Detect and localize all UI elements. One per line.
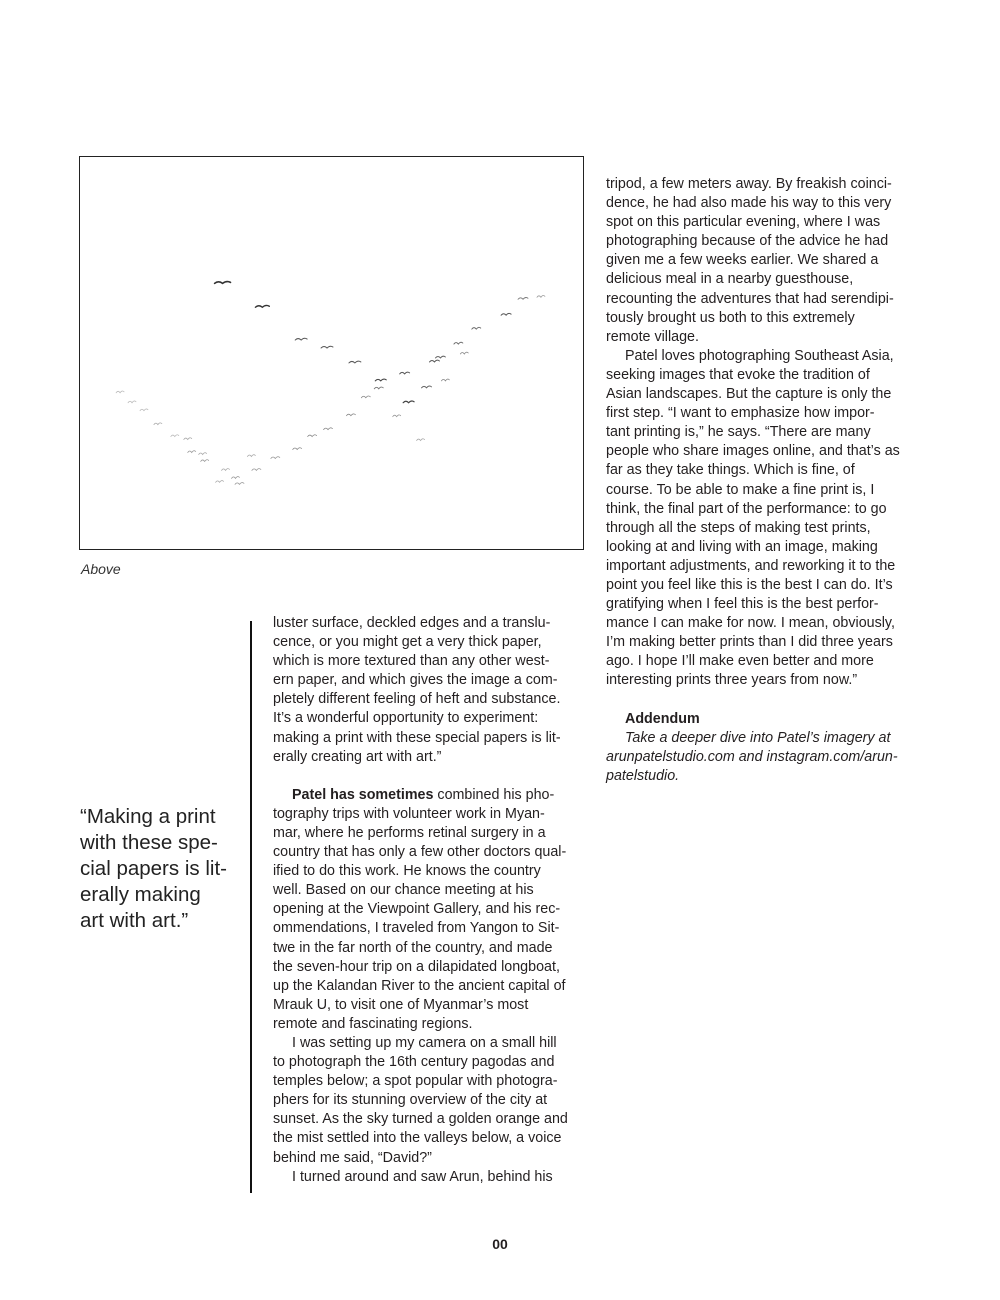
text-line: course. To be able to make a fine print is, I — [606, 481, 875, 498]
text-line: luster surface, deckled edges and a translu- — [273, 615, 551, 631]
text-line: It’s a wonderful opportunity to experiment: — [273, 710, 539, 727]
bird-silhouette — [417, 439, 425, 441]
text-line: photographing because of the advice he had — [606, 233, 889, 250]
text-line: remote village. — [606, 328, 699, 345]
text-line: looking at and living with an image, making — [606, 538, 878, 555]
bird-silhouette — [501, 313, 511, 315]
text-line: Mrauk U, to visit one of Myanmar’s most — [273, 996, 529, 1013]
bird-silhouette — [295, 338, 307, 340]
text-line: I’m making better prints than I did three years — [606, 634, 893, 651]
birds-in-flight-illustration — [80, 157, 583, 549]
bird-silhouette — [400, 372, 410, 374]
text-line: the seven-hour trip on a dilapidated longboat, — [273, 958, 560, 975]
bird-silhouette — [346, 414, 355, 416]
text-line: opening at the Viewpoint Gallery, and his rec- — [273, 901, 561, 918]
bird-silhouette — [232, 477, 240, 479]
text-line: seeking images that evoke the tradition of — [606, 366, 870, 383]
paragraph — [273, 614, 593, 767]
text-line: tously brought us both to this extremely — [606, 309, 855, 326]
bird-silhouette — [188, 451, 196, 453]
bird-silhouette — [321, 346, 333, 348]
text-line: up the Kalandan River to the ancient capital of — [273, 977, 566, 994]
text-line: ommendations, I traveled from Yangon to Sit- — [273, 920, 560, 937]
photo-caption: Above — [81, 561, 121, 577]
text-line: point you feel like this is the best I can do. It’s — [606, 576, 893, 593]
bird-silhouette — [403, 401, 414, 403]
text-line: through all the steps of making test prints, — [606, 519, 871, 536]
text-line: think, the final part of the performance: to go — [606, 500, 887, 517]
pull-quote-line: cial papers is lit- — [80, 857, 227, 880]
text-line: I turned around and saw Arun, behind his — [292, 1168, 553, 1185]
bird-silhouette — [255, 305, 269, 307]
text-line: cence, or you might get a very thick paper, — [273, 634, 542, 651]
bird-silhouette — [308, 435, 317, 437]
text-line: country that has only a few other doctors qual- — [273, 844, 567, 861]
text-line: tography trips with volunteer work in Myan- — [273, 805, 545, 822]
bird-silhouette — [374, 387, 383, 389]
text-line: to photograph the 16th century pagodas and — [273, 1054, 555, 1071]
text-line: ified to do this work. He knows the country — [273, 863, 541, 880]
paragraph — [273, 786, 593, 1034]
bird-silhouette — [293, 448, 302, 450]
text-line: sunset. As the sky turned a golden orange and — [273, 1111, 568, 1128]
bird-silhouette — [430, 360, 440, 362]
bird-silhouette — [154, 423, 162, 425]
bird-silhouette — [199, 453, 207, 455]
text-line: remote and fascinating regions. — [273, 1015, 473, 1032]
bird-silhouette — [537, 295, 545, 297]
text-line: far as they take things. Which is fine, of — [606, 462, 855, 479]
text-line: which is more textured than any other west- — [273, 653, 550, 670]
pull-quote-line: with these spe- — [80, 831, 218, 854]
text-line: delicious meal in a nearby guesthouse, — [606, 271, 854, 288]
bird-silhouette — [128, 401, 136, 403]
bird-silhouette — [460, 352, 468, 354]
pull-quote-line: erally making — [80, 883, 201, 906]
bird-silhouette — [222, 469, 230, 471]
bird-silhouette — [116, 391, 124, 393]
bird-silhouette — [454, 342, 463, 344]
pull-quote-line: art with art.” — [80, 909, 189, 932]
pull-quote — [80, 804, 240, 934]
addendum-heading: Addendum — [625, 710, 700, 727]
article-column-right — [606, 175, 926, 786]
bird-silhouette — [140, 409, 148, 411]
text-line: tripod, a few meters away. By freakish coinci- — [606, 176, 892, 192]
text-line: given me a few weeks earlier. We shared a — [606, 252, 879, 269]
bird-silhouette — [422, 386, 432, 388]
addendum-line: Take a deeper dive into Patel’s imagery at — [625, 729, 891, 746]
text-line: first step. “I want to emphasize how impor- — [606, 405, 875, 422]
bird-silhouette — [171, 435, 179, 437]
paragraph — [273, 1034, 593, 1168]
text-line: Patel loves photographing Southeast Asia, — [625, 347, 894, 364]
text-line: well. Based on our chance meeting at his — [273, 882, 534, 899]
text-line: ern paper, and which gives the image a com- — [273, 672, 558, 689]
text-line — [273, 786, 593, 805]
text-line: interesting prints three years from now.” — [606, 672, 858, 689]
bird-silhouette — [235, 483, 244, 485]
text-line: pletely different feeling of heft and substance. — [273, 691, 561, 708]
text-line: gratifying when I feel this is the best perfor- — [606, 596, 879, 613]
bird-silhouette — [518, 297, 528, 299]
text-line: recounting the adventures that had serendipi- — [606, 290, 894, 307]
addendum-line: patelstudio. — [606, 767, 680, 784]
addendum-line: arunpatelstudio.com and instagram.com/arun- — [606, 748, 898, 765]
bird-silhouette — [472, 327, 481, 329]
text-line: phers for its stunning overview of the city at — [273, 1092, 548, 1109]
bird-silhouette — [324, 428, 333, 430]
bird-silhouette — [247, 455, 255, 457]
text-line: making a print with these special papers is lit- — [273, 729, 561, 746]
bird-silhouette — [271, 457, 280, 459]
text-line: erally creating art with art.” — [273, 748, 442, 765]
text-line: temples below; a spot popular with photogra- — [273, 1073, 558, 1090]
text-line: ago. I hope I’ll make even better and more — [606, 653, 874, 670]
addendum — [606, 710, 926, 786]
text-line: Asian landscapes. But the capture is only the — [606, 386, 892, 403]
text-line: I was setting up my camera on a small hill — [292, 1034, 557, 1051]
bird-silhouette — [216, 481, 224, 483]
text-line: people who share images online, and that’s as — [606, 443, 900, 460]
paragraph — [606, 347, 926, 691]
bird-silhouette — [441, 379, 449, 381]
bird-silhouette — [361, 396, 370, 398]
bird-silhouette — [349, 361, 361, 363]
bird-silhouette — [252, 469, 261, 471]
bird-silhouette — [201, 460, 209, 462]
text-line: spot on this particular evening, where I was — [606, 214, 881, 231]
birds-photo — [79, 156, 584, 550]
text-line: the mist settled into the valleys below, a voice — [273, 1130, 562, 1147]
text-line: important adjustments, and reworking it to the — [606, 557, 896, 574]
bird-silhouette — [435, 356, 445, 358]
bird-silhouette — [375, 379, 386, 381]
bird-silhouette — [393, 415, 401, 417]
text-line: mance I can make for now. I mean, obviously, — [606, 615, 895, 632]
paragraph — [606, 175, 926, 347]
pull-quote-line: “Making a print — [80, 805, 216, 828]
text-line: twe in the far north of the country, and made — [273, 939, 553, 956]
article-column-middle — [273, 614, 593, 1187]
paragraph — [273, 1168, 593, 1187]
lead-rest: combined his pho- — [433, 786, 555, 803]
column-divider — [250, 621, 252, 1193]
text-line: dence, he had also made his way to this very — [606, 195, 892, 212]
text-line: tant printing is,” he says. “There are many — [606, 424, 871, 441]
bird-silhouette — [184, 438, 192, 440]
bird-silhouette — [215, 282, 231, 284]
text-line: mar, where he performs retinal surgery in a — [273, 824, 546, 841]
lead-in: Patel has sometimes — [292, 786, 434, 803]
page-number: 00 — [492, 1236, 508, 1252]
text-line: behind me said, “David?” — [273, 1149, 432, 1166]
